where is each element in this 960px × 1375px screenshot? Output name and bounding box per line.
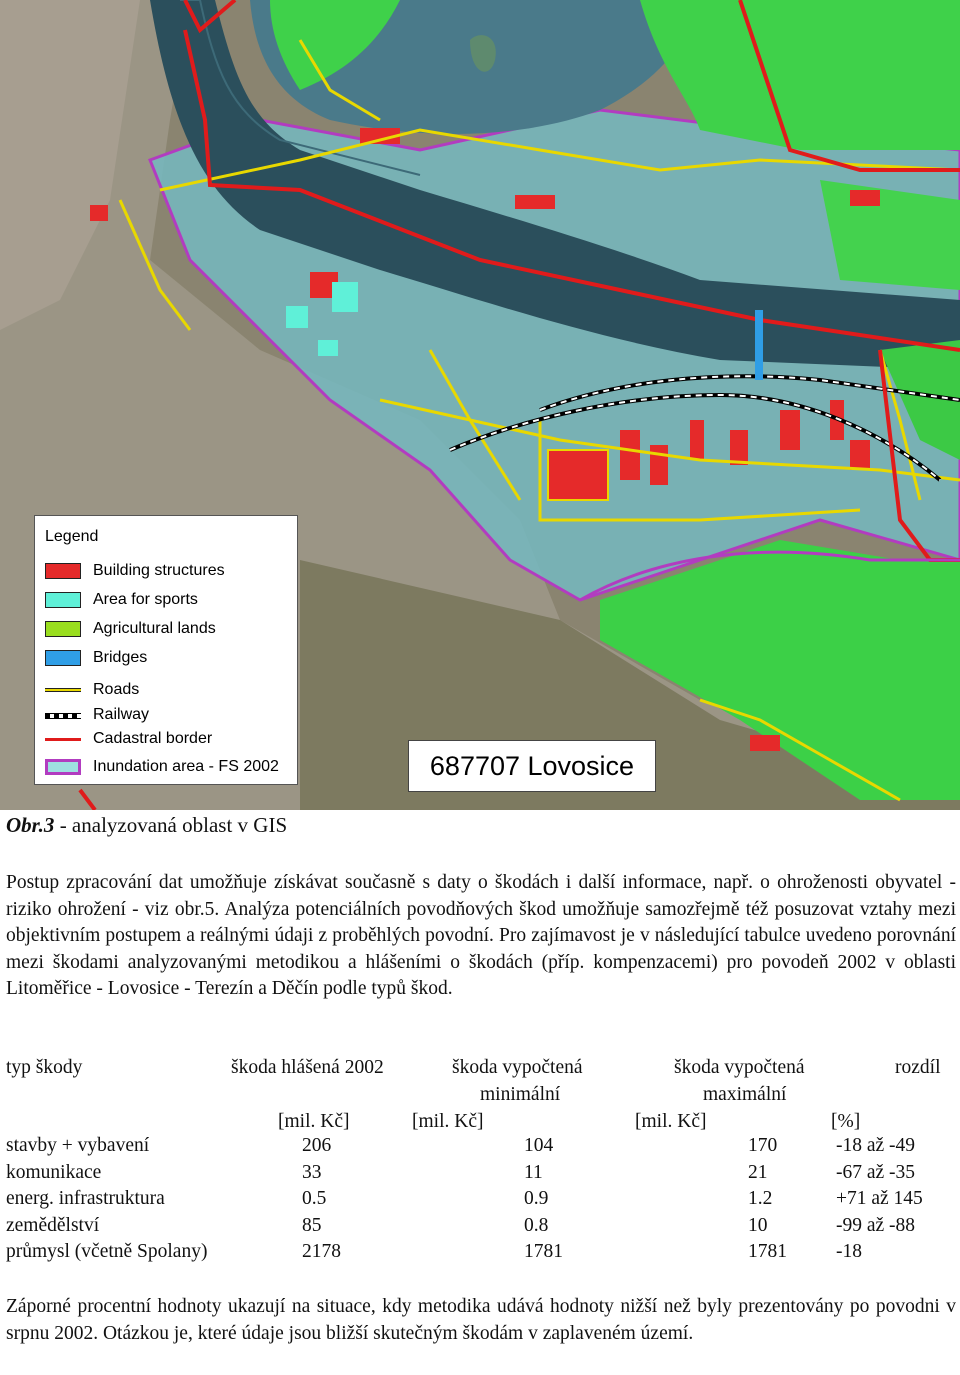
legend-label: Roads <box>93 681 140 698</box>
legend-label: Railway <box>93 706 150 723</box>
header-reported: škoda hlášená 2002 <box>231 1057 384 1078</box>
header-calc-max-sub: maximální <box>703 1084 787 1105</box>
cell-min: 0.9 <box>524 1188 549 1209</box>
table-row <box>0 1241 960 1267</box>
header-calc-min: škoda vypočtená <box>452 1057 583 1078</box>
cell-min: 1781 <box>524 1241 563 1262</box>
legend-swatch <box>45 563 81 579</box>
legend-swatch <box>45 707 81 723</box>
legend-item <box>45 618 216 640</box>
table-row <box>0 1162 960 1188</box>
cell-min: 11 <box>524 1161 543 1183</box>
figure-caption <box>6 813 287 838</box>
unit-calc-min: [mil. Kč] <box>412 1111 484 1132</box>
legend-item <box>45 560 225 582</box>
legend-item <box>45 728 212 750</box>
legend-swatch <box>45 650 81 666</box>
legend-label: Agricultural lands <box>93 620 216 637</box>
cell-diff: -18 až -49 <box>836 1135 916 1156</box>
table-row <box>0 1215 960 1241</box>
legend-label: Building structures <box>93 562 225 579</box>
table-row <box>0 1188 960 1214</box>
figure-caption-text: - analyzovaná oblast v GIS <box>54 813 288 837</box>
cell-min: 104 <box>524 1135 554 1156</box>
table-row <box>0 1135 960 1161</box>
legend-label: Bridges <box>93 649 148 666</box>
cell-max: 10 <box>748 1214 768 1236</box>
legend-item <box>45 647 147 669</box>
legend-swatch <box>45 592 81 608</box>
cell-diff: +71 až 145 <box>836 1188 923 1209</box>
header-diff: rozdíl <box>895 1057 941 1078</box>
cell-max: 1.2 <box>748 1188 773 1209</box>
legend-item <box>45 589 198 611</box>
cell-diff: -67 až -35 <box>836 1161 916 1183</box>
cell-reported: 33 <box>302 1161 322 1183</box>
cell-diff: -99 až -88 <box>836 1214 916 1236</box>
legend-item <box>45 679 139 701</box>
map-legend <box>34 515 298 785</box>
cadastral-area-label: 687707 Lovosice <box>408 740 656 792</box>
legend-title: Legend <box>45 528 99 545</box>
legend-item <box>45 704 149 726</box>
cell-type: průmysl (včetně Spolany) <box>6 1241 208 1262</box>
cell-min: 0.8 <box>524 1214 549 1236</box>
legend-swatch <box>45 759 81 775</box>
figure-number: Obr.3 <box>6 813 55 837</box>
header-calc-min-sub: minimální <box>480 1084 561 1105</box>
header-calc-max: škoda vypočtená <box>674 1057 805 1078</box>
cell-max: 21 <box>748 1161 768 1183</box>
cell-reported: 2178 <box>302 1241 341 1262</box>
unit-calc-max: [mil. Kč] <box>635 1111 707 1132</box>
cell-max: 1781 <box>748 1241 787 1262</box>
table-header <box>6 1057 956 1137</box>
unit-reported: [mil. Kč] <box>278 1111 350 1132</box>
cell-type: komunikace <box>6 1161 102 1183</box>
cell-type: zemědělství <box>6 1214 100 1236</box>
cell-max: 170 <box>748 1135 778 1156</box>
legend-label: Area for sports <box>93 591 198 608</box>
legend-label: Inundation area - FS 2002 <box>93 758 279 775</box>
cell-reported: 206 <box>302 1135 332 1156</box>
legend-swatch <box>45 731 81 747</box>
legend-label: Cadastral border <box>93 730 213 747</box>
intro-paragraph: Postup zpracování dat umožňuje získávat současně s daty o škodách i další informace, např. o ohroženosti obyvatel - riziko ohrožení - viz obr.5. Analýza potenciálních povodňových škod umožňuje samozřejmě též posuzovat vztahy mezi objektivním postupem a reálnými údaji z proběhlých povodní. Pro zajímavost je v následující tabulce uvedeno porovnání mezi škodami analyzovanými metodikou a hlášeními o škodách (příp. kompenzacemi) pro povodeň 2002 v oblasti Litoměřice - Lovosice - Terezín a Děčín podle typů škod. <box>6 872 956 999</box>
legend-item <box>45 756 279 778</box>
header-type: typ škody <box>6 1057 83 1078</box>
cell-reported: 85 <box>302 1214 322 1236</box>
legend-swatch <box>45 682 81 698</box>
cell-reported: 0.5 <box>302 1188 327 1209</box>
cell-diff: -18 <box>836 1241 862 1262</box>
closing-paragraph: Záporné procentní hodnoty ukazují na situace, kdy metodika udává hodnoty nižší než byly prezentovány po povodni v srpnu 2002. Otázkou je, které údaje jsou bližší skutečným škodám v zaplaveném území. <box>6 1296 956 1344</box>
cell-type: energ. infrastruktura <box>6 1188 165 1209</box>
cell-type: stavby + vybavení <box>6 1135 150 1156</box>
unit-diff: [%] <box>831 1111 861 1132</box>
legend-swatch <box>45 621 81 637</box>
